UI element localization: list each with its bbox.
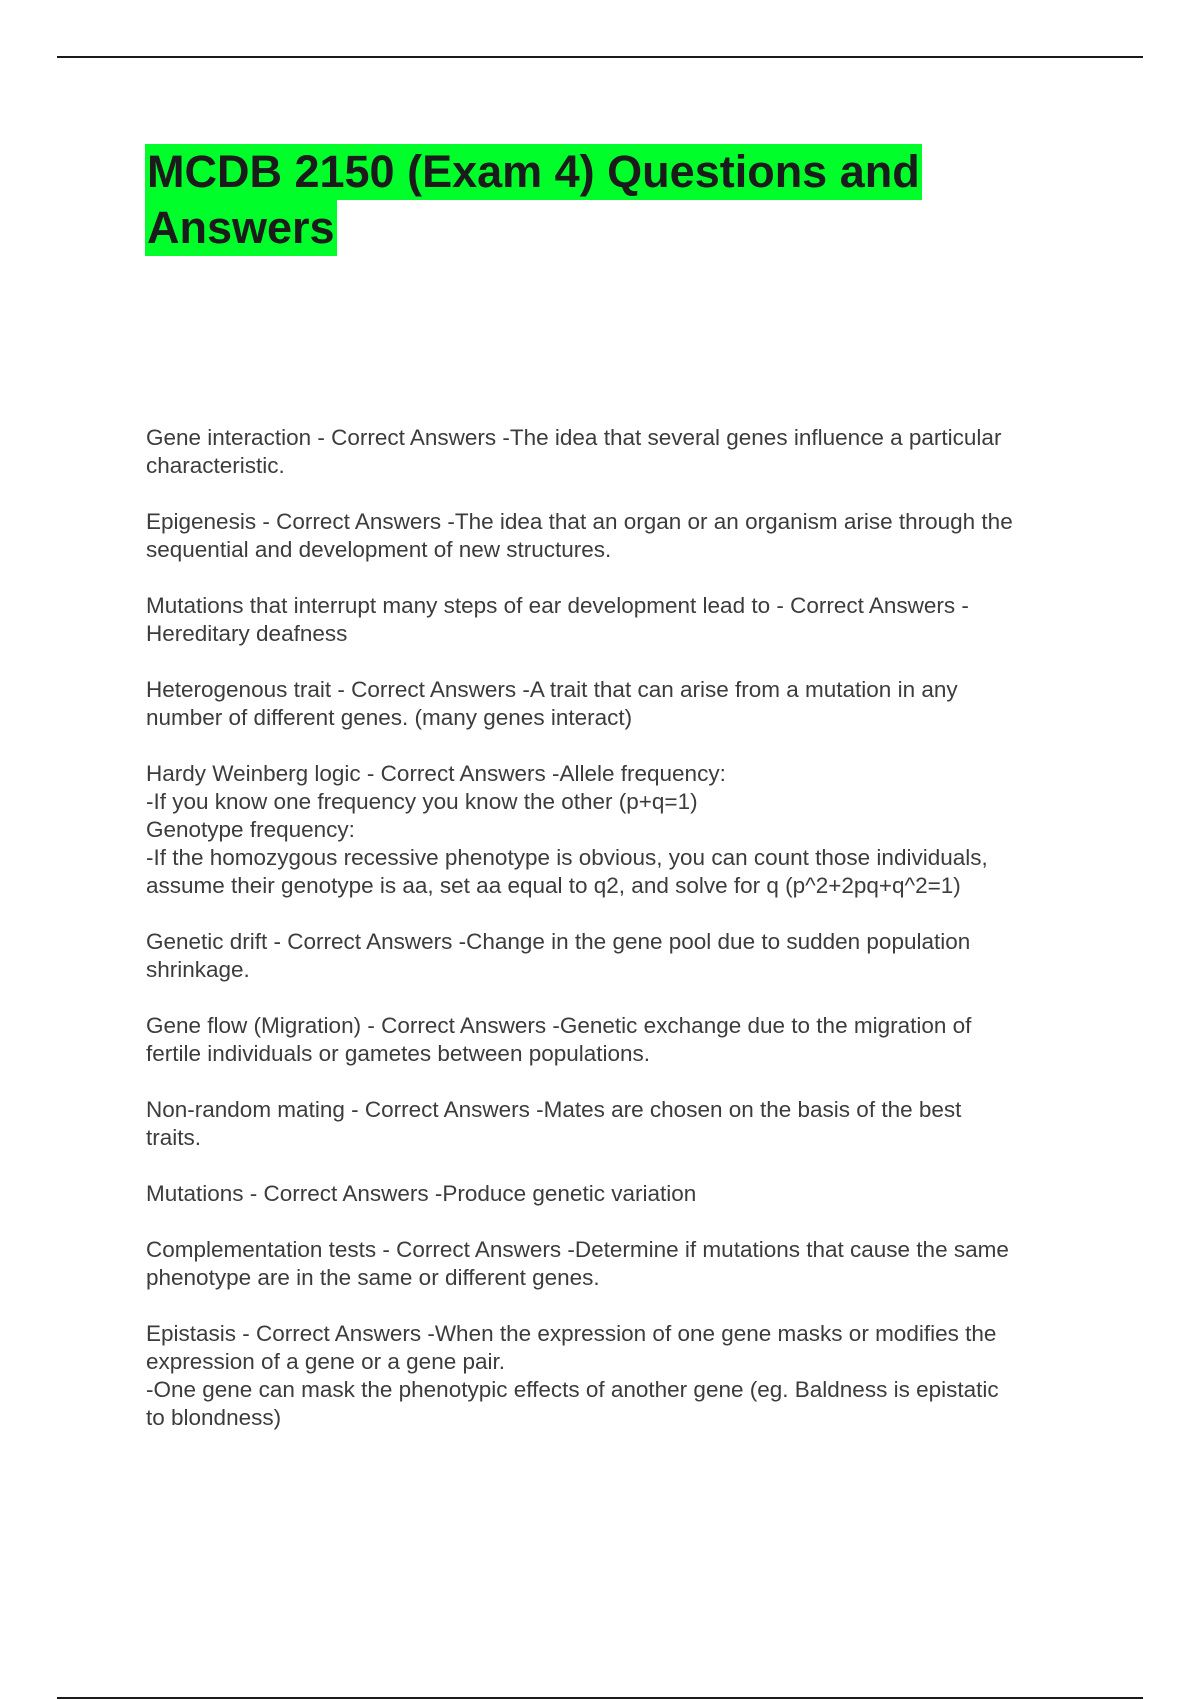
qa-entry-line: -If you know one frequency you know the other (p+q=1): [146, 789, 698, 814]
qa-entry-line: sequential and development of new structures.: [146, 537, 612, 562]
qa-entry: [146, 928, 1081, 984]
qa-entry: [146, 592, 1081, 648]
qa-entry: [146, 1236, 1081, 1292]
qa-entry-line: number of different genes. (many genes interact): [146, 705, 633, 730]
qa-entry-line: Mutations that interrupt many steps of ear development lead to - Correct Answers -: [146, 593, 969, 618]
qa-entry: [146, 508, 1081, 564]
qa-entry-line: Gene flow (Migration) - Correct Answers -Genetic exchange due to the migration of: [146, 1013, 972, 1038]
qa-entry-line: Heterogenous trait - Correct Answers -A trait that can arise from a mutation in any: [146, 677, 958, 702]
footer-rule: [57, 1697, 1143, 1699]
qa-entry-line: shrinkage.: [146, 957, 250, 982]
header-rule: [57, 56, 1143, 58]
qa-entry: [146, 1012, 1081, 1068]
qa-entry: [146, 1096, 1081, 1152]
qa-entry: [146, 760, 1081, 900]
qa-list: [146, 424, 1081, 1460]
qa-entry-line: Hardy Weinberg logic - Correct Answers -Allele frequency:: [146, 761, 726, 786]
qa-entry-line: -If the homozygous recessive phenotype is obvious, you can count those individuals,: [146, 845, 988, 870]
qa-entry-line: Complementation tests - Correct Answers -Determine if mutations that cause the same: [146, 1237, 1009, 1262]
qa-entry-line: Genotype frequency:: [146, 817, 355, 842]
qa-entry: [146, 676, 1081, 732]
qa-entry-line: Gene interaction - Correct Answers -The idea that several genes influence a particular: [146, 425, 1002, 450]
qa-entry-line: Genetic drift - Correct Answers -Change in the gene pool due to sudden population: [146, 929, 971, 954]
qa-entry-line: expression of a gene or a gene pair.: [146, 1349, 506, 1374]
qa-entry-line: phenotype are in the same or different genes.: [146, 1265, 600, 1290]
qa-entry: [146, 1320, 1081, 1432]
qa-entry-line: -One gene can mask the phenotypic effects of another gene (eg. Baldness is epistatic: [146, 1377, 999, 1402]
qa-entry-line: Hereditary deafness: [146, 621, 348, 646]
qa-entry-line: characteristic.: [146, 453, 285, 478]
qa-entry-line: Mutations - Correct Answers -Produce genetic variation: [146, 1181, 697, 1206]
document-title: [145, 144, 1045, 256]
qa-entry-line: traits.: [146, 1125, 202, 1150]
title-line-1: MCDB 2150 (Exam 4) Questions and: [145, 144, 922, 200]
qa-entry-line: to blondness): [146, 1405, 282, 1430]
qa-entry-line: fertile individuals or gametes between populations.: [146, 1041, 651, 1066]
qa-entry-line: Epistasis - Correct Answers -When the expression of one gene masks or modifies the: [146, 1321, 997, 1346]
qa-entry: [146, 1180, 1081, 1208]
qa-entry-line: Epigenesis - Correct Answers -The idea that an organ or an organism arise through the: [146, 509, 1013, 534]
qa-entry-line: assume their genotype is aa, set aa equal to q2, and solve for q (p^2+2pq+q^2=1): [146, 873, 961, 898]
title-line-2: Answers: [145, 200, 337, 256]
qa-entry-line: Non-random mating - Correct Answers -Mates are chosen on the basis of the best: [146, 1097, 962, 1122]
qa-entry: [146, 424, 1081, 480]
